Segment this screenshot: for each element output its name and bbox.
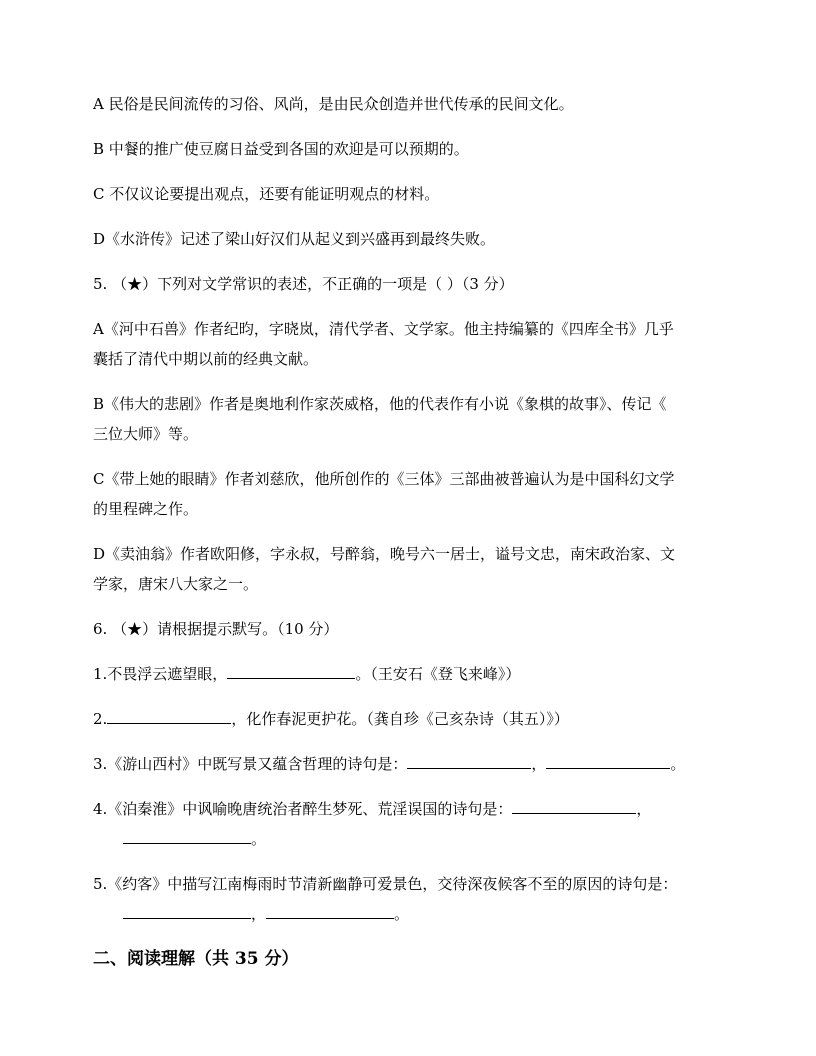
dictation-1-prefix: 1.不畏浮云遮望眼， bbox=[93, 665, 228, 683]
answer-blank[interactable] bbox=[266, 904, 394, 919]
dictation-item-2 bbox=[93, 709, 569, 729]
q5-option-d-line2: 学家，唐宋八大家之一。 bbox=[93, 575, 259, 593]
answer-blank[interactable] bbox=[546, 754, 670, 769]
dictation-3-prefix: 3.《游山西村》中既写景又蕴含哲理的诗句是： bbox=[93, 755, 408, 773]
q5-option-d-line1: D《卖油翁》作者欧阳修，字永叔，号醉翁，晚号六一居士，谥号文忠，南宋政治家、文 bbox=[93, 545, 676, 563]
q5-option-c-line2: 的里程碑之作。 bbox=[93, 500, 199, 518]
q5-option-a-line1: A《河中石兽》作者纪昀，字晓岚，清代学者、文学家。他主持编纂的《四库全书》几乎 bbox=[93, 320, 674, 338]
question-6-stem: 6. （★）请根据提示默写。（10 分） bbox=[93, 620, 339, 638]
dictation-2-prefix: 2. bbox=[93, 710, 108, 728]
dictation-5-period: 。 bbox=[394, 905, 410, 923]
q4-option-b: B 中餐的推广使豆腐日益受到各国的欢迎是可以预期的。 bbox=[93, 140, 469, 158]
question-5-stem: 5. （★）下列对文学常识的表述，不正确的一项是（ ）（3 分） bbox=[93, 275, 514, 293]
dictation-4-period: 。 bbox=[251, 830, 267, 848]
dictation-item-3 bbox=[93, 754, 685, 774]
dictation-item-5-cont bbox=[123, 904, 409, 924]
dictation-1-suffix: 。（王安石《登飞来峰》） bbox=[355, 665, 521, 683]
q4-option-a: A 民俗是民间流传的习俗、风尚，是由民众创造并世代传承的民间文化。 bbox=[93, 95, 574, 113]
dictation-2-suffix: ，化作春泥更护花。（龚自珍《己亥杂诗（其五）》） bbox=[231, 710, 569, 728]
q5-option-c-line1: C《带上她的眼睛》作者刘慈欣，他所创作的《三体》三部曲被普遍认为是中国科幻文学 bbox=[93, 470, 675, 488]
q5-option-b-line2: 三位大师》等。 bbox=[93, 425, 199, 443]
answer-blank[interactable] bbox=[107, 709, 231, 724]
answer-blank[interactable] bbox=[512, 799, 636, 814]
dictation-4-comma: ， bbox=[636, 800, 652, 818]
dictation-item-1 bbox=[93, 664, 520, 684]
q5-option-b-line1: B《伟大的悲剧》作者是奥地利作家茨威格，他的代表作有小说《象棋的故事》、传记《 bbox=[93, 395, 667, 413]
answer-blank[interactable] bbox=[407, 754, 531, 769]
dictation-3-period: 。 bbox=[670, 755, 686, 773]
answer-blank[interactable] bbox=[123, 904, 251, 919]
dictation-item-4-cont bbox=[123, 829, 266, 849]
q4-option-d: D《水浒传》记述了梁山好汉们从起义到兴盛再到最终失败。 bbox=[93, 230, 496, 248]
dictation-item-5 bbox=[93, 874, 677, 894]
dictation-3-comma: ， bbox=[531, 755, 547, 773]
section-heading-reading: 二、阅读理解（共 35 分） bbox=[93, 949, 299, 969]
dictation-5-prefix: 5.《约客》中描写江南梅雨时节清新幽静可爱景色，交待深夜候客不至的原因的诗句是： bbox=[93, 875, 678, 893]
answer-blank[interactable] bbox=[123, 829, 251, 844]
dictation-5-comma: ， bbox=[251, 905, 267, 923]
dictation-item-4 bbox=[93, 799, 651, 819]
answer-blank[interactable] bbox=[227, 664, 355, 679]
q4-option-c: C 不仅议论要提出观点，还要有能证明观点的材料。 bbox=[93, 185, 440, 203]
q5-option-a-line2: 囊括了清代中期以前的经典文献。 bbox=[93, 350, 319, 368]
dictation-4-prefix: 4.《泊秦淮》中讽喻晚唐统治者醉生梦死、荒淫误国的诗句是： bbox=[93, 800, 513, 818]
